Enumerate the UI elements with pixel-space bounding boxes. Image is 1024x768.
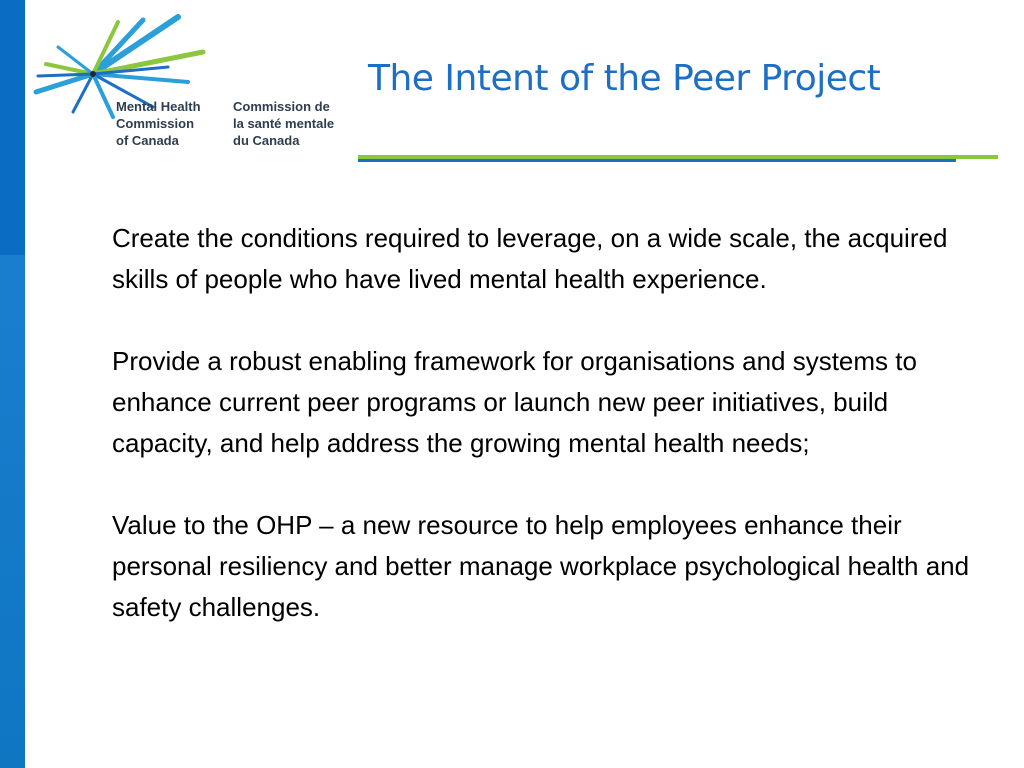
org-name-fr-line: Commission de	[233, 99, 330, 114]
slide-body	[112, 218, 972, 628]
left-accent-bar-top	[0, 0, 25, 255]
org-name-french	[233, 98, 358, 149]
body-paragraph: Create the conditions required to leverage, on a wide scale, the acquired skills of people who have lived mental health experience.	[112, 223, 948, 294]
org-name-en-line: Commission	[116, 116, 195, 131]
org-name-english	[116, 98, 226, 149]
mhcc-logo	[28, 12, 358, 162]
org-name-fr-line: du Canada	[233, 133, 300, 148]
body-paragraph: Provide a robust enabling framework for organisations and systems to enhance current peer programs or launch new peer initiatives, build capacity, and help address the growing mental health needs;	[112, 346, 917, 458]
org-name-en-line: of Canada	[116, 133, 179, 148]
body-paragraph: Value to the OHP – a new resource to help employees enhance their personal resiliency and better manage workplace psychological health and safety challenges.	[112, 510, 970, 622]
slide-title: The Intent of the Peer Project	[368, 58, 881, 99]
org-name-en-line: Mental Health	[116, 99, 201, 114]
left-accent-bar	[0, 0, 25, 768]
org-name-fr-line: la santé mentale	[233, 116, 335, 131]
title-underline-blue	[358, 159, 956, 162]
